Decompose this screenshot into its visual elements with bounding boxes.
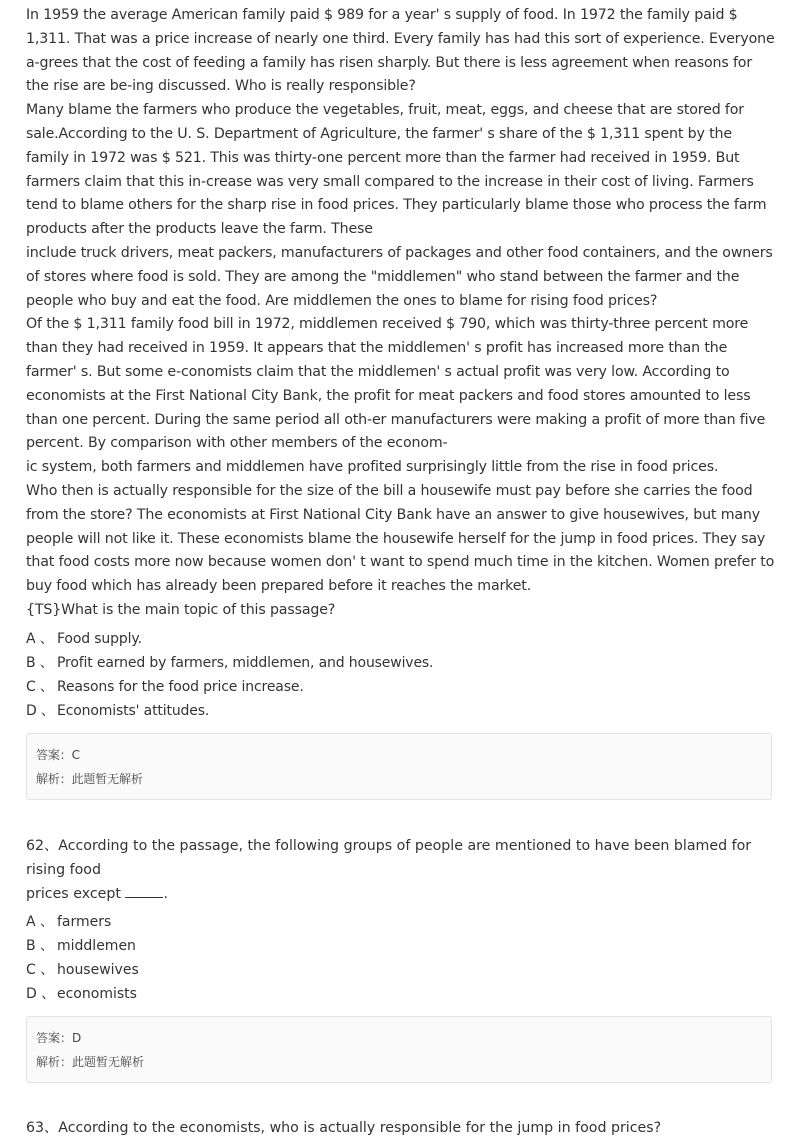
answer-box <box>26 1016 772 1083</box>
answer-value: D <box>72 1031 82 1046</box>
option-letter: C 、 <box>26 962 55 979</box>
analysis-text: 此题暂无解析 <box>71 771 143 786</box>
option-letter: B 、 <box>26 654 54 671</box>
answer-row <box>36 743 761 767</box>
passage-paragraph: ic system, both farmers and middlemen have profited surprisingly little from the rise in food prices. <box>26 459 719 476</box>
option-d[interactable] <box>26 982 778 1006</box>
question-62 <box>26 835 778 1083</box>
option-c[interactable] <box>26 675 778 699</box>
passage-paragraph: include truck drivers, meat packers, manufacturers of packages and other food containers, and the owners of stores where food is sold. They are among the "middlemen" who stand between the farmer and the people who buy and eat the food. Are middlemen the ones to blame for rising food prices? <box>26 244 773 309</box>
passage-paragraph: Many blame the farmers who produce the vegetables, fruit, meat, eggs, and cheese that are stored for sale.According to the U. S. Department of Agriculture, the farmer' s share of the $ 1,311 spent by the family in 1972 was $ 521. This was thirty-one percent more than the farmer had received in 1959. But farmers claim that this in-crease was very small compared to the increase in their cost of living. Farmers tend to blame others for the sharp rise in food prices. They particularly blame those who process the farm products after the products leave the farm. These <box>26 102 767 238</box>
question-63-stem: 63、According to the economists, who is actually responsible for the jump in food prices? <box>26 1120 662 1136</box>
option-letter: C 、 <box>26 678 54 695</box>
option-text: housewives <box>57 962 139 979</box>
analysis-row <box>36 1050 761 1074</box>
passage-paragraph: Of the $ 1,311 family food bill in 1972, middlemen received $ 790, which was thirty-three percent more <box>26 316 749 333</box>
passage-paragraph: In 1959 the average American family paid $ 989 for a year' s supply of food. In 1972 the family paid $ 1,311. That was a price increase of nearly one third. Every family has had this sort of experience. Everyone a-grees that the cost of feeding a family has risen sharply. But there is less agreement when reasons for the rise are be-ing discussed. Who is really responsible? <box>26 7 775 95</box>
answer-row <box>36 1026 761 1050</box>
analysis-label: 解析： <box>36 771 72 786</box>
option-letter: B 、 <box>26 938 55 955</box>
option-text: economists <box>57 986 137 1003</box>
passage-paragraph: Who then is actually responsible for the size of the bill a housewife must pay before she carries the food <box>26 482 753 499</box>
option-letter: D 、 <box>26 702 55 719</box>
option-text: Reasons for the food price increase. <box>57 678 304 695</box>
option-c[interactable] <box>26 958 778 982</box>
answer-label: 答案： <box>36 1031 73 1046</box>
question-62-stem-line1: 62、According to the passage, the following groups of people are mentioned to have been blamed for rising food <box>26 838 752 878</box>
analysis-row <box>36 767 761 791</box>
option-text: Food supply. <box>57 630 142 647</box>
passage-paragraph: than they had received in 1959. It appears that the middlemen' s profit has increased more than the farmer' s. But some e-conomists claim that the middlemen' s actual profit was very low. According to economists at the First National City Bank, the profit for meat packers and food stores amounted to less than one percent. During the same period all oth-er manufacturers were making a profit of more than five percent. By comparison with other members of the econom- <box>26 340 766 452</box>
question-61-options <box>26 627 778 723</box>
question-62-options <box>26 910 778 1006</box>
option-text: Profit earned by farmers, middlemen, and housewives. <box>57 654 434 671</box>
question-62-stem-line2: prices except <box>26 885 121 902</box>
answer-value: C <box>71 747 80 762</box>
option-letter: A 、 <box>26 914 55 931</box>
option-b[interactable] <box>26 934 778 958</box>
answer-label: 答案： <box>36 747 72 762</box>
answer-box <box>26 733 772 800</box>
option-text: middlemen <box>57 938 136 955</box>
option-b[interactable] <box>26 651 778 675</box>
analysis-text: 此题暂无解析 <box>72 1055 145 1070</box>
option-a[interactable] <box>26 910 778 934</box>
analysis-label: 解析： <box>36 1055 73 1070</box>
passage-paragraph: from the store? The economists at First National City Bank have an answer to give housewives, but many people will not like it. These economists blame the housewife herself for the jump in food prices. They say that food costs more now because women don' t want to spend much time in the kitchen. Women prefer to buy food which has already been prepared before it reaches the market. <box>26 506 775 595</box>
option-letter: D 、 <box>26 986 56 1003</box>
question-62-stem <box>26 835 778 906</box>
answer-blank <box>125 883 163 898</box>
option-letter: A 、 <box>26 630 54 647</box>
option-a[interactable] <box>26 627 778 651</box>
option-d[interactable] <box>26 699 778 723</box>
option-text: Economists' attitudes. <box>57 702 210 719</box>
question-62-stem-end: . <box>163 885 168 902</box>
reading-passage <box>26 4 778 800</box>
question-61-stem: {TS}What is the main topic of this passage? <box>26 601 336 618</box>
option-text: farmers <box>57 914 112 931</box>
question-63 <box>26 1117 778 1141</box>
